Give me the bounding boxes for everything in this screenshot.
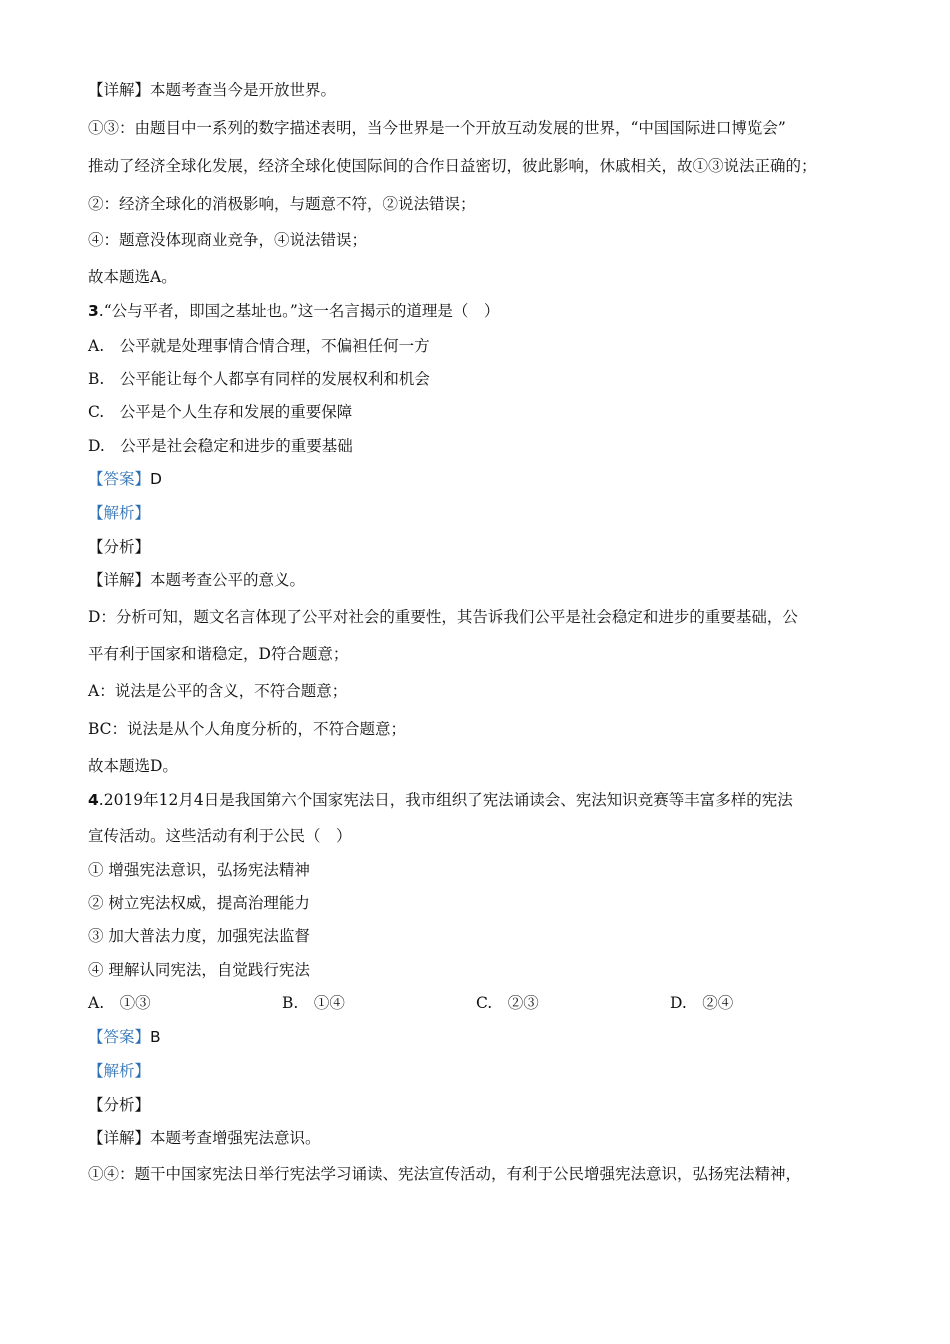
question-4-stem-cont: 宣传活动。这些活动有利于公民（ ） [88, 827, 352, 845]
paragraph-line: ②：经济全球化的消极影响，与题意不符，②说法错误； [88, 195, 476, 213]
paragraph-line: ①③：由题目中一系列的数字描述表明，当今世界是一个开放互动发展的世界，“中国国际进口博览会” [88, 119, 786, 137]
detail-heading-q2: 【详解】本题考查当今是开放世界。 [88, 81, 337, 99]
paragraph-line: 推动了经济全球化发展，经济全球化使国际间的合作日益密切，彼此影响，休戚相关，故①③说法正确的； [88, 157, 817, 175]
conclusion-line: 故本题选A。 [88, 268, 177, 286]
question-number: 4 [88, 791, 99, 809]
choice-b: B. ①④ [282, 994, 345, 1012]
option-a: A. 公平就是处理事情合情合理，不偏袒任何一方 [88, 337, 430, 355]
choice-d: D. ②④ [670, 994, 734, 1012]
answer-value: D [150, 470, 162, 488]
question-3-stem [88, 301, 499, 321]
answer-line [88, 1027, 161, 1047]
paragraph-line: 平有利于国家和谐稳定，D符合题意； [88, 645, 349, 663]
statement-3: ③ 加大普法力度，加强宪法监督 [88, 927, 310, 945]
paragraph-line: D：分析可知，题文名言体现了公平对社会的重要性，其告诉我们公平是社会稳定和进步的重要基础，公 [88, 608, 798, 626]
question-4-stem [88, 790, 793, 810]
statement-2: ② 树立宪法权威，提高治理能力 [88, 894, 310, 912]
statement-1: ① 增强宪法意识，弘扬宪法精神 [88, 861, 310, 879]
paragraph-line: BC：说法是从个人角度分析的，不符合题意； [88, 720, 407, 738]
paragraph-line: A：说法是公平的含义，不符合题意； [88, 682, 348, 700]
option-b: B. 公平能让每个人都享有同样的发展权利和机会 [88, 370, 430, 388]
choice-c: C. ②③ [476, 994, 539, 1012]
detail-heading: 【详解】本题考查增强宪法意识。 [88, 1129, 321, 1147]
answer-tag: 【答案】 [88, 470, 151, 488]
option-d: D. 公平是社会稳定和进步的重要基础 [88, 437, 353, 455]
answer-value: B [150, 1028, 161, 1046]
option-c: C. 公平是个人生存和发展的重要保障 [88, 403, 353, 421]
detail-heading: 【详解】本题考查公平的意义。 [88, 571, 306, 589]
answer-line [88, 469, 162, 489]
answer-tag: 【答案】 [88, 1028, 151, 1046]
fenxi-tag: 【分析】 [88, 1096, 151, 1114]
question-text: .“公与平者，即国之基址也。”这一名言揭示的道理是（ ） [98, 302, 500, 320]
question-number: 3 [88, 302, 99, 320]
fenxi-tag: 【分析】 [88, 538, 151, 556]
paragraph-line: ①④：题干中国家宪法日举行宪法学习诵读、宪法宣传活动，有利于公民增强宪法意识，弘扬宪法精神， [88, 1165, 802, 1183]
question-text: .2019年12月4日是我国第六个国家宪法日，我市组织了宪法诵读会、宪法知识竞赛等丰富多样的宪法 [98, 791, 793, 809]
analysis-tag: 【解析】 [88, 504, 151, 522]
statement-4: ④ 理解认同宪法，自觉践行宪法 [88, 961, 310, 979]
choice-a: A. ①③ [88, 994, 151, 1012]
paragraph-line: ④：题意没体现商业竞争，④说法错误； [88, 231, 368, 249]
analysis-tag: 【解析】 [88, 1062, 151, 1080]
conclusion-line: 故本题选D。 [88, 757, 178, 775]
